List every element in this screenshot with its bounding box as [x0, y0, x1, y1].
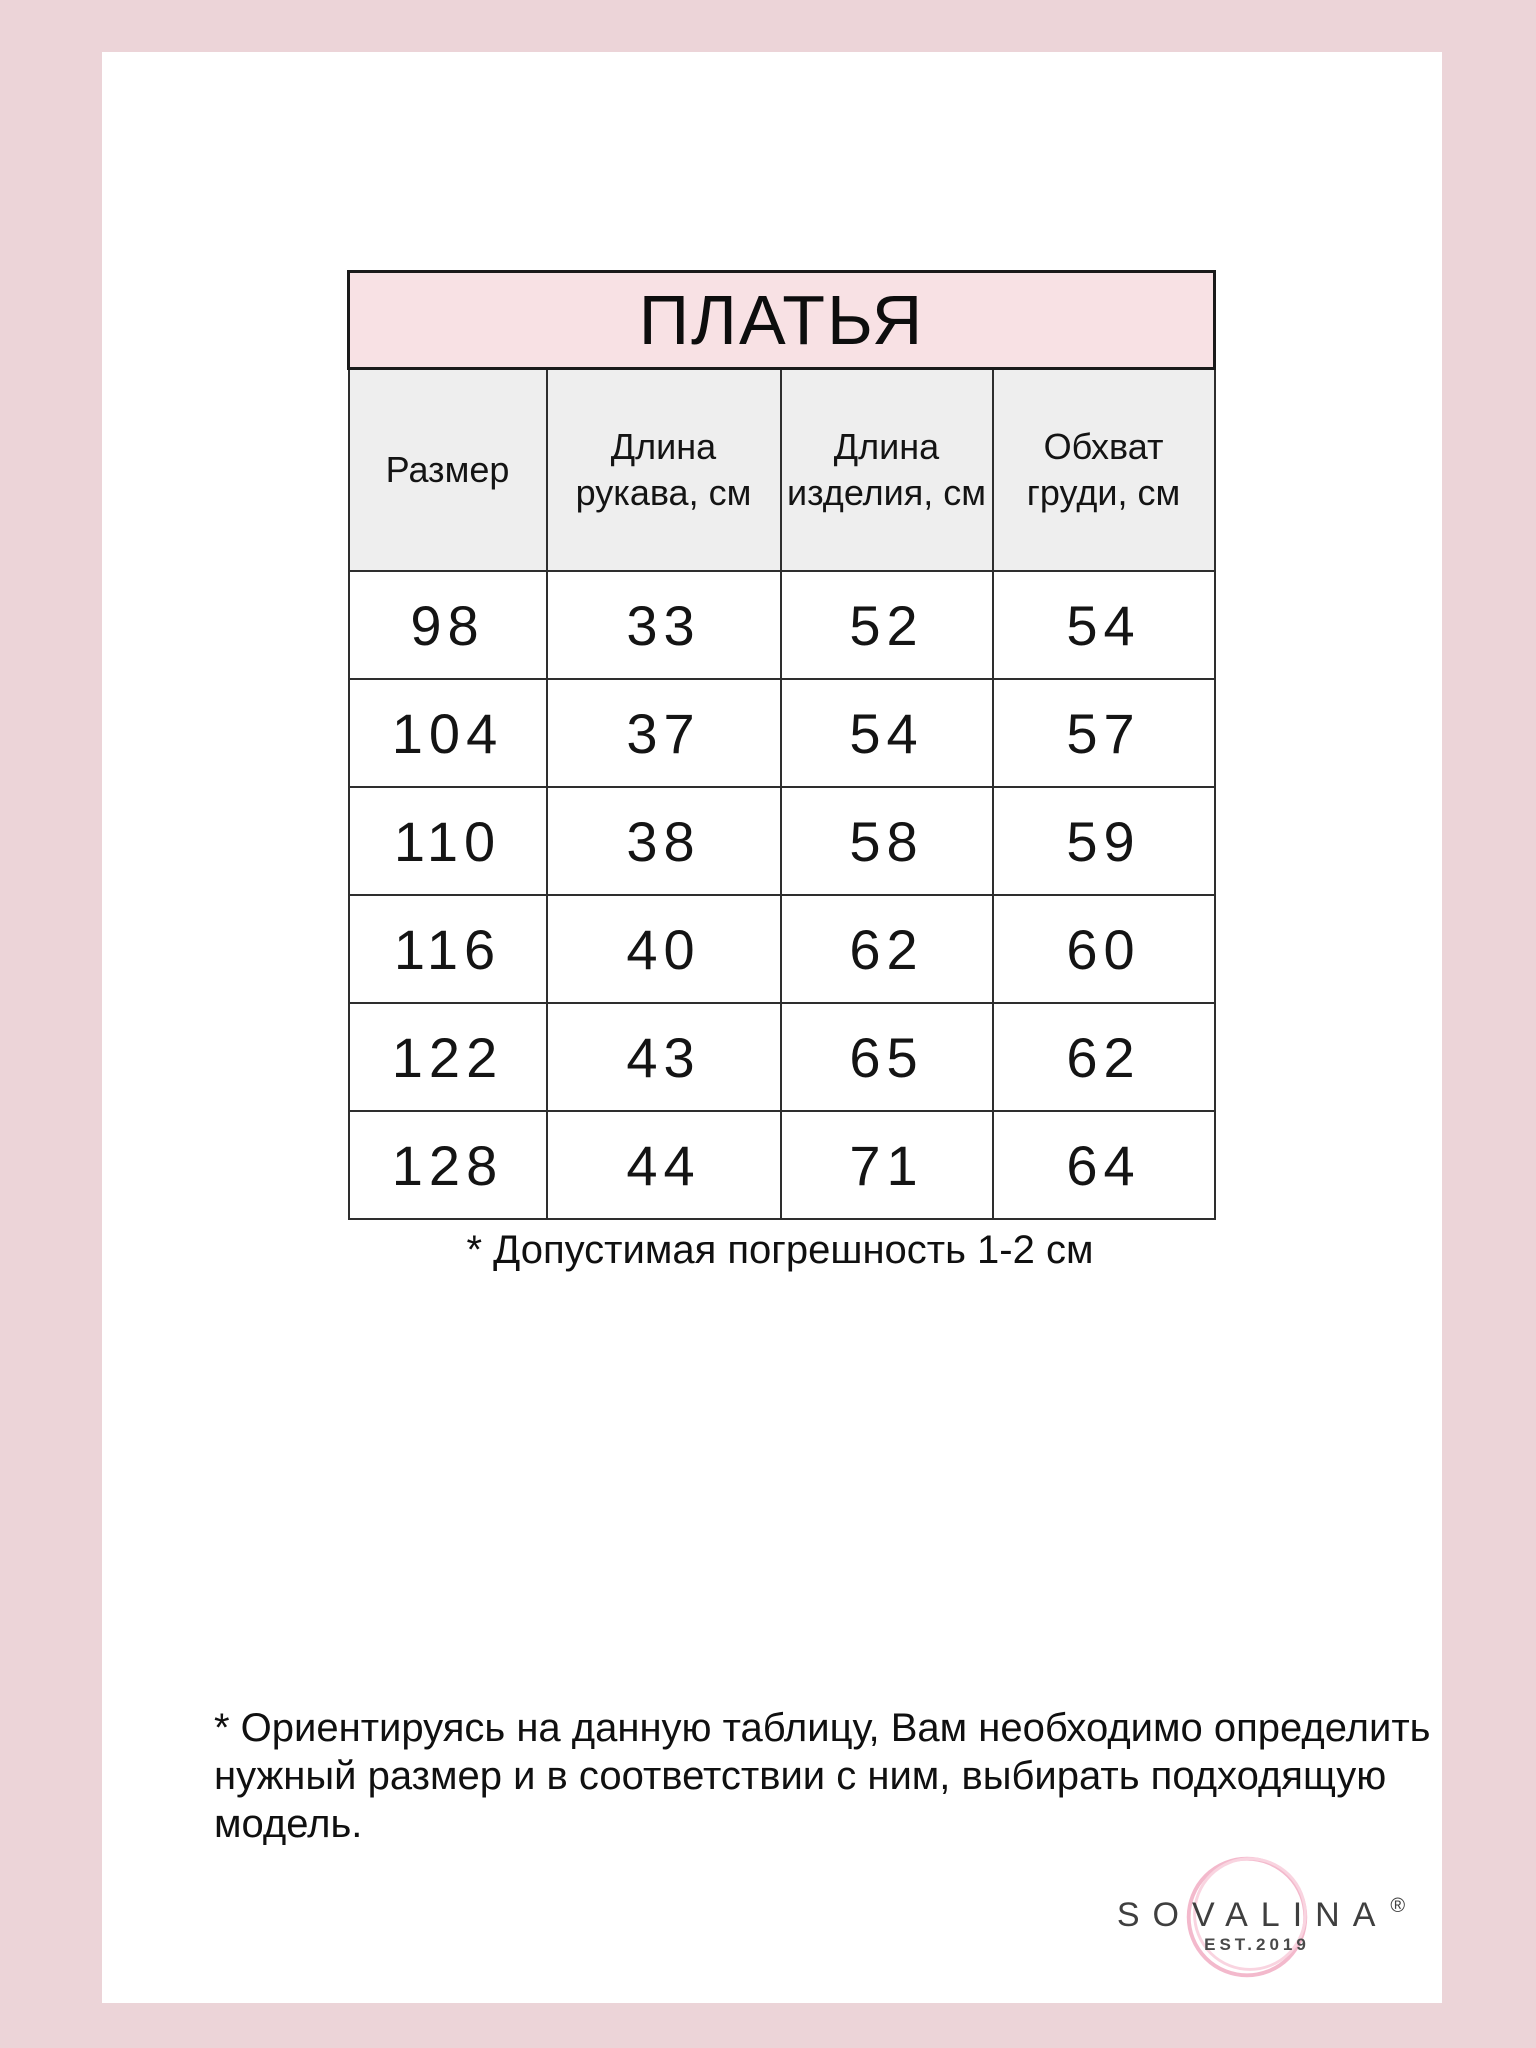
cell-length: 65 — [781, 1003, 993, 1111]
cell-sleeve: 37 — [547, 679, 781, 787]
cell-chest: 62 — [993, 1003, 1215, 1111]
cell-chest: 64 — [993, 1111, 1215, 1219]
cell-chest: 54 — [993, 571, 1215, 679]
col-header-sleeve-length: Длина рукава, см — [547, 369, 781, 572]
note-line-3: модель. — [214, 1802, 363, 1846]
brand-name: SOVALINA — [1116, 1896, 1389, 1934]
table-row — [349, 1003, 1215, 1111]
tolerance-footnote: * Допустимая погрешность 1-2 см — [466, 1228, 1094, 1272]
instruction-note — [214, 1704, 1431, 1848]
cell-sleeve: 44 — [547, 1111, 781, 1219]
cell-length: 62 — [781, 895, 993, 1003]
cell-size: 110 — [349, 787, 547, 895]
cell-size: 128 — [349, 1111, 547, 1219]
col-header-chest-girth: Обхват груди, см — [993, 369, 1215, 572]
size-chart-table — [347, 270, 1216, 1220]
cell-length: 71 — [781, 1111, 993, 1219]
brand-name-line — [1067, 1895, 1447, 1935]
registered-mark: ® — [1390, 1895, 1406, 1917]
table-row — [349, 571, 1215, 679]
table-title: ПЛАТЬЯ — [349, 272, 1215, 369]
cell-size: 116 — [349, 895, 547, 1003]
cell-chest: 59 — [993, 787, 1215, 895]
col-header-size: Размер — [349, 369, 547, 572]
established-year: EST.2019 — [1204, 1935, 1310, 1954]
cell-sleeve: 43 — [547, 1003, 781, 1111]
brand-logo — [1067, 1847, 1439, 2032]
table-row — [349, 1111, 1215, 1219]
cell-length: 58 — [781, 787, 993, 895]
note-line-2: нужный размер и в соответствии с ним, выбирать подходящую — [214, 1754, 1387, 1798]
cell-size: 98 — [349, 571, 547, 679]
cell-length: 52 — [781, 571, 993, 679]
note-line-1: * Ориентируясь на данную таблицу, Вам необходимо определить — [214, 1706, 1431, 1750]
table-title-row — [349, 272, 1215, 369]
cell-length: 54 — [781, 679, 993, 787]
table-row — [349, 895, 1215, 1003]
page-sheet — [102, 52, 1442, 2003]
cell-sleeve: 38 — [547, 787, 781, 895]
cell-sleeve: 33 — [547, 571, 781, 679]
col-header-item-length: Длина изделия, см — [781, 369, 993, 572]
cell-size: 104 — [349, 679, 547, 787]
cell-size: 122 — [349, 1003, 547, 1111]
cell-chest: 60 — [993, 895, 1215, 1003]
table-header-row — [349, 369, 1215, 572]
table-row — [349, 787, 1215, 895]
cell-chest: 57 — [993, 679, 1215, 787]
cell-sleeve: 40 — [547, 895, 781, 1003]
table-row — [349, 679, 1215, 787]
